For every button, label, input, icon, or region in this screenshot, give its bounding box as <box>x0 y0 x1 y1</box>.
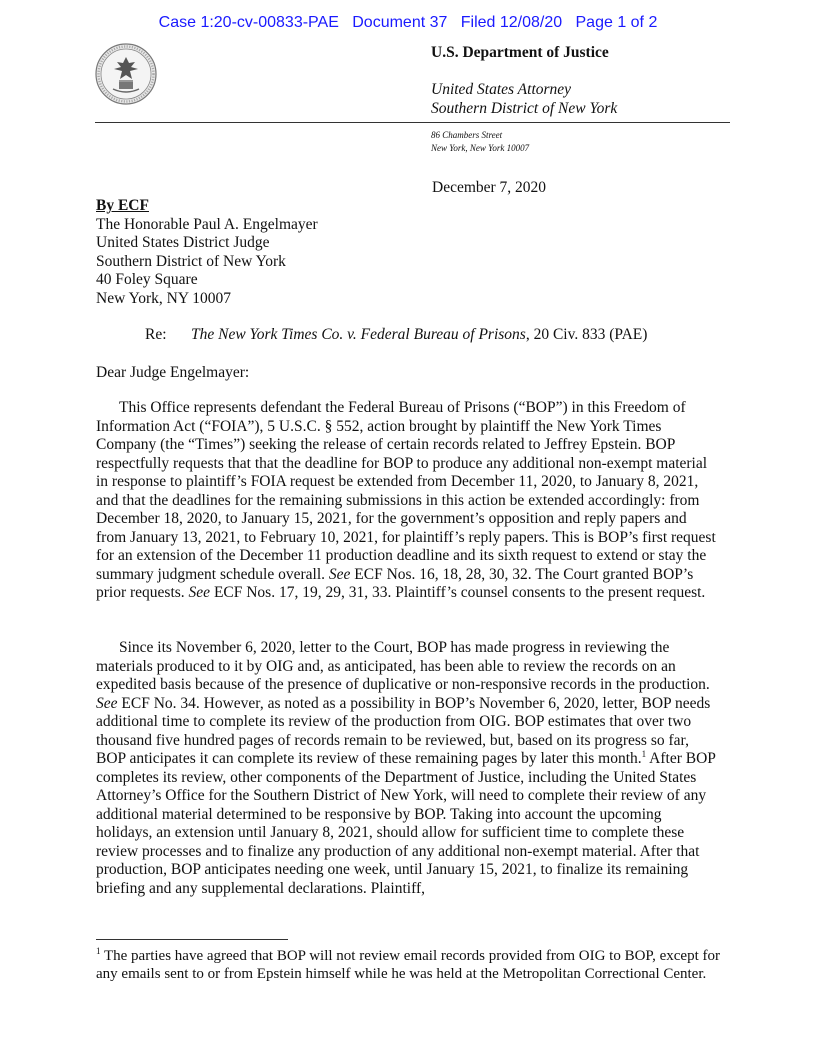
footnote-1 <box>96 947 720 983</box>
delivery-method: By ECF <box>96 197 149 214</box>
department-name: U.S. Department of Justice <box>431 44 609 61</box>
address-line-2: New York, New York 10007 <box>431 143 530 153</box>
citation-signal: See <box>188 584 211 601</box>
re-label: Re: <box>145 326 167 343</box>
paragraph-text: ECF Nos. 17, 19, 29, 31, 33. Plaintiff’s counsel consents to the present request. <box>210 584 706 601</box>
addressee-block <box>96 197 318 308</box>
office-line-1: United States Attorney <box>431 81 572 98</box>
addressee-line-1: The Honorable Paul A. Engelmayer <box>96 215 318 233</box>
ecf-case-number: Case 1:20-cv-00833-PAE <box>158 14 339 31</box>
ecf-filing-header <box>0 14 816 32</box>
paragraph-text: After BOP completes its review, other components of the Department of Justice, including the United States Attorney’s Office for the Southern District of New York, will need to complete their review of any additional material determined to be responsive by BOP. Taking into account the upcoming holidays, an extension until January 8, 2021, should allow for sufficient time to complete these review processes and to finalize any production of any additional non-exempt material. After that production, BOP anticipates needing one week, until January 15, 2021, to finalize its remaining briefing and any supplemental declarations. Plaintiff, <box>96 750 716 897</box>
office-address <box>431 129 529 155</box>
footnote-reference: 1 <box>641 749 647 759</box>
case-number: , 20 Civ. 833 (PAE) <box>525 326 648 343</box>
addressee-line-2: United States District Judge <box>96 234 270 251</box>
paragraph-text: ECF No. 34. However, as noted as a possibility in BOP’s November 6, 2020, letter, BOP needs additional time to complete its review of the production from OIG. BOP estimates that over two thousand five hundred pages of records remain to be reviewed, but, based on its progress so far, BOP anticipates it can complete its review of these remaining pages by later this month. <box>96 694 711 767</box>
paragraph-text: This Office represents defendant the Federal Bureau of Prisons (“BOP”) in this Freedom of Information Act (“FOIA”), 5 U.S.C. § 552, action brought by plaintiff the New York Times Company (the “Times”) seeking the release of certain records related to Jeffrey Epstein. BOP respectfully requests that that the deadline for BOP to produce any additional non-exempt material in response to plaintiff’s FOIA request be extended from December 11, 2020, to January 8, 2021, and that the deadlines for the remaining submissions in this action be extended accordingly: from December 18, 2020, to January 15, 2021, for the government’s opposition and reply papers and from January 13, 2021, to February 10, 2021, for plaintiff’s reply papers. This is BOP’s first request for an extension of the December 11 production deadline and its sixth request to extend or stay the summary judgment schedule overall. <box>96 399 716 583</box>
ecf-page-count: Page 1 of 2 <box>575 14 658 31</box>
ecf-document-number: Document 37 <box>352 14 448 31</box>
citation-signal: See <box>328 565 351 583</box>
body-paragraph-1 <box>96 399 720 603</box>
footnote-text: The parties have agreed that BOP will not review email records provided from OIG to BOP, except for any emails sent to or from Epstein himself while he was held at the Metropolitan Correctional Center. <box>96 948 720 982</box>
body-paragraph-2 <box>96 639 720 898</box>
letter-date: December 7, 2020 <box>432 179 547 196</box>
letterhead-divider <box>95 122 730 123</box>
footnote-number: 1 <box>96 946 101 956</box>
salutation: Dear Judge Engelmayer: <box>96 364 250 381</box>
citation-signal: See <box>96 694 118 712</box>
ecf-filed-date: Filed 12/08/20 <box>460 14 563 31</box>
case-title: The New York Times Co. v. Federal Bureau of Prisons <box>191 326 526 343</box>
paragraph-text: Since its November 6, 2020, letter to the Court, BOP has made progress in reviewing the materials produced to it by OIG and, as anticipated, has been able to review the records on an expedited basis because of the presence of duplicative or non-responsive records in the production. <box>96 639 710 693</box>
paragraph-text: ECF Nos. 16, 18, 28, 30, 32. The Court granted BOP’s prior requests. <box>96 565 694 601</box>
addressee-line-5: New York, NY 10007 <box>96 289 232 307</box>
office-line-2: Southern District of New York <box>431 100 618 117</box>
re-line <box>145 326 647 344</box>
addressee-line-4: 40 Foley Square <box>96 271 198 288</box>
footnote-divider <box>96 939 288 940</box>
addressee-line-3: Southern District of New York <box>96 252 286 270</box>
address-line-1: 86 Chambers Street <box>431 130 503 140</box>
doj-seal-icon <box>95 43 157 105</box>
office-name <box>431 80 617 118</box>
